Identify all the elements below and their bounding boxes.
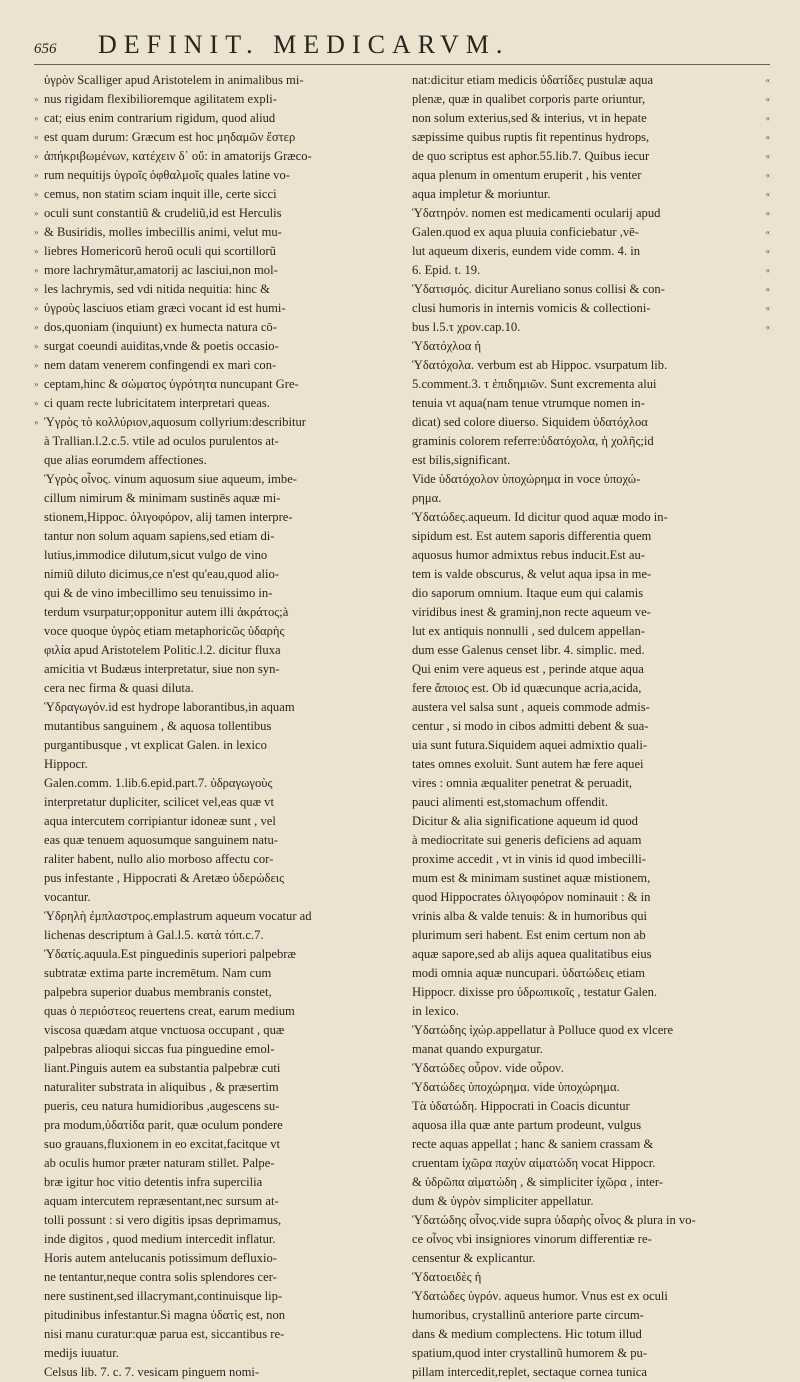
text-line: Ὑδατισμός. dicitur Aureliano sonus collisi & con- « <box>412 280 770 299</box>
text-line: aqua impletur & moriuntur. « <box>412 185 770 204</box>
text-line: pillam intercedit,replet, sectaque cornea tunica <box>412 1365 647 1379</box>
text-line: est quam durum: Græcum est hoc μηδαμῶν ἔστερ « <box>34 128 392 147</box>
text-line: cillum nimirum & minimam sustinēs aquæ mi- <box>44 491 281 505</box>
text-line: subtratæ extima parte incremētum. Nam cum <box>44 966 272 980</box>
text-line: nus rigidam flexibilioremque agilitatem expli- » <box>34 90 392 109</box>
text-line: liebres Homericorũ heroũ oculi qui scortillorũ » <box>34 242 392 261</box>
text-line: Ὑγρὸς τὸ κολλύριον,aquosum collyrium:describitur » <box>34 413 392 432</box>
text-line: dos,quoniam (inquiunt) ex humecta natura cō- » <box>34 318 392 337</box>
text-line: surgat coeundi auiditas,vnde & poetis occasio- » <box>34 337 392 356</box>
margin-quote-mark: « <box>765 113 770 123</box>
text-line: amicitia vt Budæus interpretatur, siue non syn- <box>44 662 280 676</box>
text-line: Ὑδατώδες ὑγρόν. aqueus humor. Vnus est ex oculi <box>412 1289 668 1303</box>
text-line: pus infestante , Hippocrati & Aretæo ὑδερώδεις <box>44 871 285 885</box>
text-line: plenæ, quæ in qualibet corporis parte oriuntur, « <box>412 90 770 109</box>
text-line: tates omnes exoluit. Sunt autem hæ fere aquei <box>412 757 644 771</box>
text-line: ne tentantur,neque contra solis splendores cer- <box>44 1270 277 1284</box>
left-column <box>34 71 392 1382</box>
text-line: Ὑδατώδης οἶνος.vide supra ὑδαρὴς οἶνος & plura in vo- <box>412 1213 696 1227</box>
text-line: manat quando expurgatur. <box>412 1042 543 1056</box>
text-line: recte aquas appellat ; hanc & saniem crassam & <box>412 1137 654 1151</box>
text-line: cat; eius enim contrarium rigidum, quod aliud » <box>34 109 392 128</box>
text-line: clusi humoris in internis vomicis & collectioni- « <box>412 299 770 318</box>
text-line: mum est & minimam sustinet aquæ mistionem, <box>412 871 651 885</box>
margin-quote-mark: « <box>765 208 770 218</box>
text-line: φιλία apud Aristotelem Politic.l.2. dicitur fluxa <box>44 643 281 657</box>
margin-quote-mark: » <box>34 341 39 351</box>
text-line: quod Hippocrates ὀλιγοφόρον nominauit : & in <box>412 890 651 904</box>
text-line: modi omnia aquæ nuncupari. ὑδατώδεις etiam <box>412 966 645 980</box>
text-line: in lexico. <box>412 1004 459 1018</box>
text-line: lutius,immodice dilutum,sicut vulgo de vino <box>44 548 268 562</box>
text-line: terdum vsurpatur;opponitur autem illi ἀκράτος;à <box>44 605 289 619</box>
text-line: humoribus, crystallinũ anteriore parte circum- <box>412 1308 644 1322</box>
text-line: à mediocritate sui generis deficiens ad aquam <box>412 833 642 847</box>
text-line: Celsus lib. 7. c. 7. vesicam pinguem nomi- <box>44 1365 260 1379</box>
text-line: medijs iuuatur. <box>44 1346 119 1360</box>
text-line: suo grauans,fluxionem in eo excitat,facitque vt <box>44 1137 281 1151</box>
text-line: raliter habent, nullo alio morboso affectu cor- <box>44 852 274 866</box>
text-line: rum nequitijs ὑγροῖς ὀφθαλμοῖς quales latine vo- » <box>34 166 392 185</box>
text-line: bus l.5.τ χρον.cap.10. « <box>412 318 770 337</box>
text-line: Ὑδατόχλοα ἡ <box>412 339 482 353</box>
margin-quote-mark: « <box>765 246 770 256</box>
text-line: Ὑδραγωγόν.id est hydrope laborantibus,in aquam <box>44 700 295 714</box>
margin-quote-mark: » <box>34 398 39 408</box>
text-line: quas ὁ περιόστεος reuertens creat, earum medium <box>44 1004 295 1018</box>
text-line: vires : omnia æqualiter penetrat & peruadit, <box>412 776 632 790</box>
text-line: aqua plenum in omentum eruperit , his venter « <box>412 166 770 185</box>
text-line: lut ex antiquis nonnulli , sed dulcem appellan- <box>412 624 645 638</box>
text-line: ρημα. <box>412 491 442 505</box>
text-line: dum esse Galenus censet libr. 4. simplic. med. <box>412 643 645 657</box>
margin-quote-mark: « <box>765 227 770 237</box>
text-line: ὑγροὺς lasciuos etiam græci vocant id est humi- » <box>34 299 392 318</box>
text-line: Qui enim vere aqueus est , perinde atque aqua <box>412 662 644 676</box>
margin-quote-mark: » <box>34 189 39 199</box>
text-line: sæpissime quibus ruptis fit repentinus hydrops, « <box>412 128 770 147</box>
text-line: dicat) sed colore diuerso. Siquidem ὑδατόχλοα <box>412 415 648 429</box>
text-line: aquosus humor admixtus rebus inducit.Est au- <box>412 548 645 562</box>
text-line: cera nec firma & quasi diluta. <box>44 681 194 695</box>
text-line: cruentam ἰχῶρα παχὺν αἱματώδη vocat Hippocr. <box>412 1156 656 1170</box>
text-line: cemus, non statim sciam inquit ille, certe sicci » <box>34 185 392 204</box>
margin-quote-mark: « <box>765 189 770 199</box>
text-line: proxime accedit , vt in vinis id quod imbecilli- <box>412 852 646 866</box>
margin-quote-mark: « <box>765 132 770 142</box>
text-line: non solum exterius,sed & interius, vt in hepate « <box>412 109 770 128</box>
text-line: ce οἶνος vbi insigniores vinorum differentiæ re- <box>412 1232 652 1246</box>
text-line: Ὑδατοειδὲς ἡ <box>412 1270 482 1284</box>
text-line: nem datam venerem confingendi ex mari con- » <box>34 356 392 375</box>
margin-quote-mark: » <box>34 170 39 180</box>
margin-quote-mark: « <box>765 170 770 180</box>
text-line: Ὑδατόχολα. verbum est ab Hippoc. vsurpatum lib. <box>412 358 668 372</box>
margin-quote-mark: » <box>34 246 39 256</box>
text-line: ab oculis humor præter naturam stillet. Palpe- <box>44 1156 275 1170</box>
page-number: 656 <box>34 41 57 57</box>
text-line: viridibus inest & graminj,non recte aqueum ve- <box>412 605 651 619</box>
margin-quote-mark: » <box>34 227 39 237</box>
margin-quote-mark: « <box>765 284 770 294</box>
text-line: & ὑδρῶπα αἱματώδη , & simpliciter ἰχῶρα , inter- <box>412 1175 664 1189</box>
text-line: stionem,Hippoc. ὀλιγοφόρον, alij tamen interpre- <box>44 510 293 524</box>
text-line: austera vel salsa sunt , aqueis commode admis- <box>412 700 650 714</box>
margin-quote-mark: « <box>34 132 39 142</box>
text-columns <box>34 71 770 1382</box>
text-line: 5.comment.3. τ ἐπιδημιῶν. Sunt excrementa alui <box>412 377 657 391</box>
margin-quote-mark: » <box>34 265 39 275</box>
text-line: est bilis,significant. <box>412 453 511 467</box>
text-line: vrinis alba & valde tenuis: & in humoribus qui <box>412 909 648 923</box>
text-line: ceptam,hinc & σώματος ὑγρότητα nuncupant Gre- » <box>34 375 392 394</box>
text-line: nere sustinent,sed illacrymant,continuisque lip- <box>44 1289 283 1303</box>
text-line: lichenas descriptum à Gal.l.5. κατὰ τόπ.c.7. <box>44 928 264 942</box>
text-line: ἀπήκριβωμένων, κατέχειν δ᾽ οὔ: in amatorijs Græco- » <box>34 147 392 166</box>
text-line: palpebras alioqui siccas fua pinguedine emol- <box>44 1042 275 1056</box>
text-line: Ὑδατώδες ὑποχώρημα. vide ὑποχώρημα. <box>412 1080 620 1094</box>
running-head-title: DEFINIT. MEDICARVM. <box>98 30 510 59</box>
text-line: les lachrymis, sed vdi nitida nequitia: hinc & » <box>34 280 392 299</box>
text-line: nisi manu curatur:quæ parua est, siccantibus re- <box>44 1327 285 1341</box>
running-head <box>34 30 770 65</box>
text-line: graminis colorem referre:ὑδατόχολα, ἡ χολῆς;id <box>412 434 654 448</box>
margin-quote-mark: « <box>765 75 770 85</box>
text-line: Ὑδατώδες.aqueum. Id dicitur quod aquæ modo in- <box>412 510 668 524</box>
text-line: spatium,quod inter crystallinũ humorem & pu- <box>412 1346 648 1360</box>
text-line: bræ igitur hoc vitio detentis infra supercilia <box>44 1175 263 1189</box>
text-line: Galen.quod ex aqua pluuia conficiebatur ,vē- « <box>412 223 770 242</box>
margin-quote-mark: » <box>34 113 39 123</box>
text-line: pueris, ceu natura humidioribus ,augescens su- <box>44 1099 280 1113</box>
margin-quote-mark: » <box>34 208 39 218</box>
text-line: sipidum est. Est autem saporis differentia quem <box>412 529 652 543</box>
text-line: pra modum,ὑδατίδα parit, quæ oculum pondere <box>44 1118 283 1132</box>
margin-quote-mark: » <box>34 379 39 389</box>
text-line: tem is valde obscurus, & velut aqua ipsa in me- <box>412 567 652 581</box>
text-line: centur , si modo in cibos admitti debent & sua- <box>412 719 649 733</box>
text-line: Horis autem antelucanis potissimum defluxio- <box>44 1251 277 1265</box>
text-line: more lachrymãtur,amatorij ac lasciui,non mol- » <box>34 261 392 280</box>
text-line: Ὑδρηλὴ ἐμπλαστρος.emplastrum aqueum vocatur ad <box>44 909 312 923</box>
margin-quote-mark: » <box>34 322 39 332</box>
text-line: tolli possunt : si vero digitis ipsas deprimamus, <box>44 1213 282 1227</box>
text-line: Hippocr. <box>44 757 88 771</box>
text-line: fere ἄποιος est. Ob id quæcunque acria,acida, <box>412 681 642 695</box>
text-line: pauci alimenti est,stomachum offendit. <box>412 795 608 809</box>
text-line: purgantibusque , vt explicat Galen. in lexico <box>44 738 267 752</box>
text-line: dans & medium complectens. Hic totum illud <box>412 1327 642 1341</box>
text-line: ci quam recte lubricitatem interpretari queas. » <box>34 394 392 413</box>
text-line: Ὑγρὸς οἶνος. vinum aquosum siue aqueum, imbe- <box>44 472 297 486</box>
margin-quote-mark: » <box>34 151 39 161</box>
text-line: voce quoque ὑγρὸς etiam metaphoricῶς ὑδαρὴς <box>44 624 285 638</box>
text-line: tantur non solum aquam sapiens,sed etiam di- <box>44 529 275 543</box>
margin-quote-mark: » <box>34 417 39 427</box>
text-line: plurimum seri habent. Est enim certum non ab <box>412 928 646 942</box>
text-line: & Busiridis, molles imbecillis animi, velut mu- » <box>34 223 392 242</box>
text-line: interpretatur dupliciter, scilicet vel,eas quæ vt <box>44 795 274 809</box>
text-line: censentur & explicantur. <box>412 1251 536 1265</box>
margin-quote-mark: « <box>765 151 770 161</box>
right-column <box>412 71 770 1382</box>
text-line: vocantur. <box>44 890 91 904</box>
text-line: Dicitur & alia significatione aqueum id quod <box>412 814 638 828</box>
text-line: pitudinibus infestantur.Si magna ὑδατὶς est, non <box>44 1308 286 1322</box>
text-line: uia sunt futura.Siquidem aquei admixtio quali- <box>412 738 648 752</box>
margin-quote-mark: « <box>765 94 770 104</box>
text-line: Ὑδατηρόν. nomen est medicamenti ocularij apud « <box>412 204 770 223</box>
text-line: aquosa illa quæ ante partum prodeunt, vulgus <box>412 1118 642 1132</box>
margin-quote-mark: » <box>34 303 39 313</box>
text-line: ὑγρὸν Scalliger apud Aristotelem in animalibus mi- <box>44 73 304 87</box>
text-line: dum & ὑγρὸν simpliciter appellatur. <box>412 1194 594 1208</box>
margin-quote-mark: » <box>34 94 39 104</box>
text-line: eas quæ tenuem aquosumque sanguinem natu- <box>44 833 278 847</box>
text-line: nimiũ diluto dicimus,ce n'est qu'eau,quod alio- <box>44 567 280 581</box>
text-line: Ὑδατίς.aquula.Est pinguedinis superiori palpebræ <box>44 947 296 961</box>
text-line: aquam intercutem repræsentant,nec sursum at- <box>44 1194 279 1208</box>
margin-quote-mark: « <box>765 303 770 313</box>
text-line: oculi sunt constantiũ & crudeliũ,id est Herculis » <box>34 204 392 223</box>
text-line: dio saporum omnium. Itaque eum qui calamis <box>412 586 644 600</box>
text-line: palpebra superior duabus membranis constet, <box>44 985 272 999</box>
text-line: que alias eorumdem affectiones. <box>44 453 207 467</box>
text-line: Hippocr. dixisse pro ὑδρωπικοῖς , testatur Galen. <box>412 985 658 999</box>
text-line: mutantibus sanguinem , & aquosa tollentibus <box>44 719 272 733</box>
text-line: qui & de vino imbecillimo seu tenuissimo in- <box>44 586 273 600</box>
text-line: aqua intercutem corripiantur idoneæ sunt , vel <box>44 814 276 828</box>
text-line: Τὰ ὑδατώδη. Hippocrati in Coacis dicuntur <box>412 1099 630 1113</box>
text-line: tenuia vt aqua(nam tenue vtrumque nomen in- <box>412 396 645 410</box>
margin-quote-mark: » <box>34 284 39 294</box>
text-line: viscosa quædam atque vnctuosa occupant , quæ <box>44 1023 285 1037</box>
text-line: à Trallian.l.2.c.5. vtile ad oculos purulentos at- <box>44 434 279 448</box>
text-line: Galen.comm. 1.lib.6.epid.part.7. ὑδραγωγοὺς <box>44 776 273 790</box>
text-line: 6. Epid. t. 19. « <box>412 261 770 280</box>
text-line: nat:dicitur etiam medicis ὑδατίδες pustulæ aqua « <box>412 71 770 90</box>
text-line: lut aqueum dixeris, eundem vide comm. 4. in « <box>412 242 770 261</box>
text-line: de quo scriptus est aphor.55.lib.7. Quibus iecur « <box>412 147 770 166</box>
margin-quote-mark: « <box>765 322 770 332</box>
text-line: liant.Pinguis autem ea substantia palpebræ cuti <box>44 1061 281 1075</box>
text-line: naturaliter substrata in aliquibus , & præsertim <box>44 1080 279 1094</box>
text-line: Vide ὑδατόχολον ὑποχώρημα in voce ὑποχώ- <box>412 472 641 486</box>
text-line: Ὑδατώδες οὖρον. vide οὖρον. <box>412 1061 564 1075</box>
margin-quote-mark: « <box>765 265 770 275</box>
text-line: aquæ sapore,sed ab alijs aquea qualitatibus eius <box>412 947 652 961</box>
text-line: inde digitos , quod medium intercedit inflatur. <box>44 1232 276 1246</box>
text-line: Ὑδατώδης ἰχώρ.appellatur à Polluce quod ex vlcere <box>412 1023 674 1037</box>
margin-quote-mark: » <box>34 360 39 370</box>
